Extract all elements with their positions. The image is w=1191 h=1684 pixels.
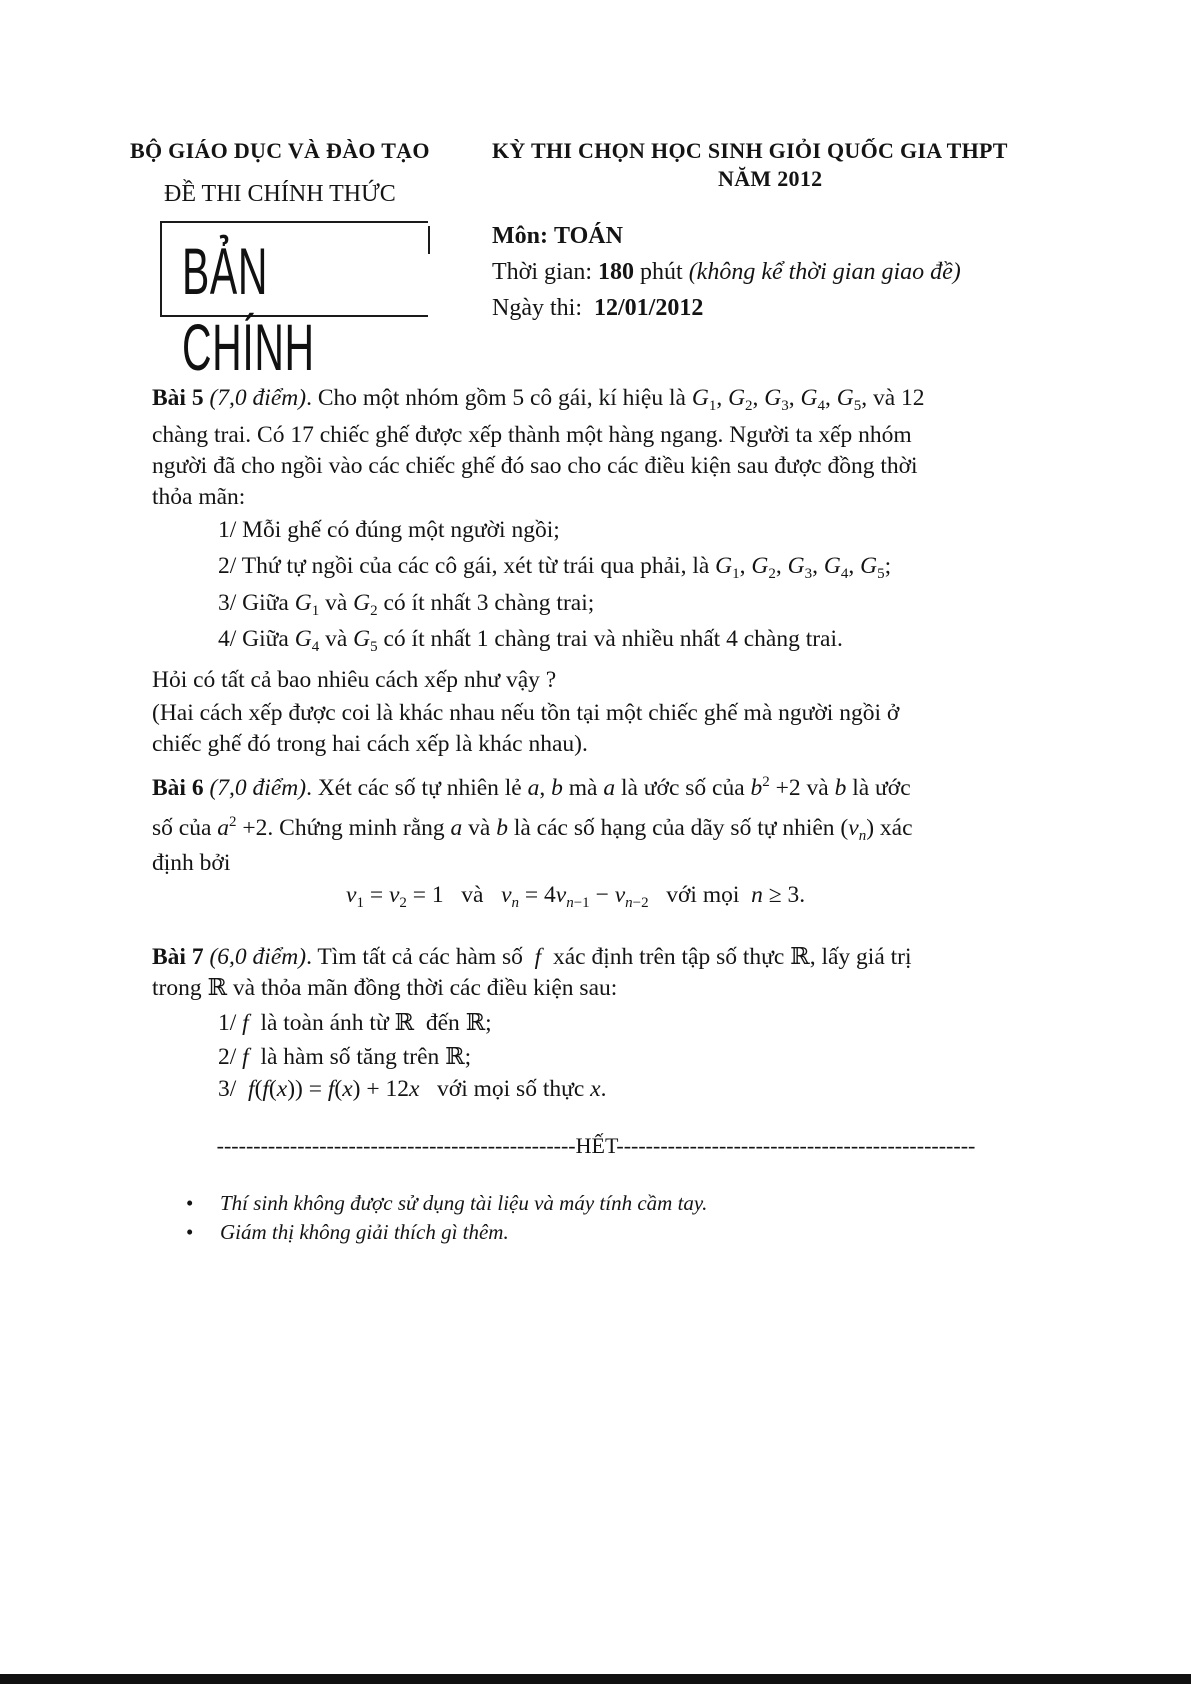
p5-note-line-1: (Hai cách xếp được coi là khác nhau nếu tồn tại một chiếc ghế mà người ngồi ở: [152, 700, 900, 726]
subject-label: Môn:: [492, 223, 548, 249]
exam-year: NĂM 2012: [718, 166, 823, 191]
p6-third-line: định bởi: [152, 850, 231, 876]
p5-condition-3-text: 3/ Giữa: [218, 590, 289, 616]
time-value: 180: [598, 259, 635, 285]
p5-intro-line-1: chàng trai. Có 17 chiếc ghế được xếp thành một hàng ngang. Người ta xếp nhóm: [152, 422, 912, 448]
bullet-icon: •: [186, 1220, 194, 1244]
note-2-text: Giám thị không giải thích gì thêm.: [220, 1220, 509, 1244]
subject-line: [492, 223, 623, 250]
p7-condition-3: 3/ f(f(x)) = f(x) + 12x với mọi số thực x.: [218, 1076, 607, 1102]
subject: TOÁN: [554, 223, 623, 249]
p7-points: (6,0 điểm): [209, 944, 307, 970]
p5-intro-line-3: thỏa mãn:: [152, 484, 246, 510]
bullet-icon: •: [186, 1191, 194, 1215]
exam-date: 12/01/2012: [594, 295, 704, 321]
p5-points: (7,0 điểm): [209, 385, 307, 411]
end-divider: [198, 1133, 994, 1159]
ministry-name: BỘ GIÁO DỤC VÀ ĐÀO TẠO: [130, 138, 430, 163]
time-line: [492, 259, 961, 286]
p5-condition-3: 3/ Giữa $G_1$ và $G_2$ có ít nhất 3 chàng trai;: [218, 590, 595, 619]
p6-points: (7,0 điểm): [209, 775, 307, 801]
p5-condition-2: 2/ Thứ tự ngồi của các cô gái, xét từ trái qua phải, là $G_1$, $G_2$, $G_3$, $G_4$, $G_5$;: [218, 553, 892, 582]
end-dashes-left: -------------------------------------------------: [216, 1133, 576, 1158]
note-1: [186, 1191, 707, 1216]
scan-bottom-edge: [0, 1674, 1191, 1684]
p6-recurrence: $v_1 = v_2 = 1$ và $v_n = 4v_{n-1} - v_{n-2}$ với mọi n ≥ 3.: [346, 882, 806, 911]
p7-first-line: Bài 7 (6,0 điểm). Tìm tất cả các hàm số f xác định trên tập số thực ℝ, lấy giá trị: [152, 944, 912, 970]
date-line: [492, 295, 703, 322]
p5-condition-2-text: 2/ Thứ tự ngồi của các cô gái, xét từ trái qua phải, là: [218, 553, 710, 579]
p5-condition-1: 1/ Mỗi ghế có đúng một người ngồi;: [218, 517, 560, 543]
stamp-right-edge: [428, 226, 430, 254]
p5-condition-4: 4/ Giữa $G_4$ và $G_5$ có ít nhất 1 chàng trai và nhiều nhất 4 chàng trai.: [218, 626, 843, 655]
p7-second-line: trong ℝ và thỏa mãn đồng thời các điều kiện sau:: [152, 975, 618, 1001]
p5-note-line-2: chiếc ghế đó trong hai cách xếp là khác nhau).: [152, 731, 588, 757]
stamp-text: BẢN CHÍNH: [182, 234, 315, 384]
p7-condition-2: 2/ f là hàm số tăng trên ℝ;: [218, 1044, 472, 1070]
note-1-text: Thí sinh không được sử dụng tài liệu và máy tính cầm tay.: [220, 1191, 708, 1215]
end-dashes-right: -------------------------------------------------: [616, 1133, 976, 1158]
p6-second-line: số của $a^2 +2$. Chứng minh rằng a và b là các số hạng của dãy số tự nhiên $(v_n)$ xác: [152, 814, 913, 844]
time-label: Thời gian:: [492, 259, 593, 285]
p7-title: Bài 7: [152, 944, 204, 970]
stamp-ban-chinh: [160, 221, 428, 384]
time-note: (không kể thời gian giao đề): [688, 259, 961, 285]
p5-first-line: Bài 5 (7,0 điểm). Cho một nhóm gồm 5 cô gái, kí hiệu là $G_1$, $G_2$, $G_3$, $G_4$, $G_5$, và 12: [152, 385, 925, 414]
note-2: [186, 1220, 509, 1245]
exam-title: KỲ THI CHỌN HỌC SINH GIỎI QUỐC GIA THPT: [492, 138, 1008, 163]
p5-title: Bài 5: [152, 385, 204, 411]
time-unit: phút: [640, 259, 683, 285]
p5-intro-line-2: người đã cho ngồi vào các chiếc ghế đó sao cho các điều kiện sau được đồng thời: [152, 453, 918, 479]
p7-condition-1: 1/ f là toàn ánh từ ℝ đến ℝ;: [218, 1010, 492, 1036]
official-exam-label: ĐỀ THI CHÍNH THỨC: [164, 181, 396, 207]
p5-question: Hỏi có tất cả bao nhiêu cách xếp như vậy ?: [152, 667, 557, 693]
date-label: Ngày thi:: [492, 295, 582, 321]
p6-title: Bài 6: [152, 775, 204, 801]
p5-condition-4-text: 4/ Giữa: [218, 626, 289, 652]
p6-first-line: Bài 6 (7,0 điểm). Xét các số tự nhiên lẻ a, b mà a là ước số của $b^2 +2$ và b là ước: [152, 774, 911, 801]
end-text: HẾT: [575, 1133, 617, 1158]
